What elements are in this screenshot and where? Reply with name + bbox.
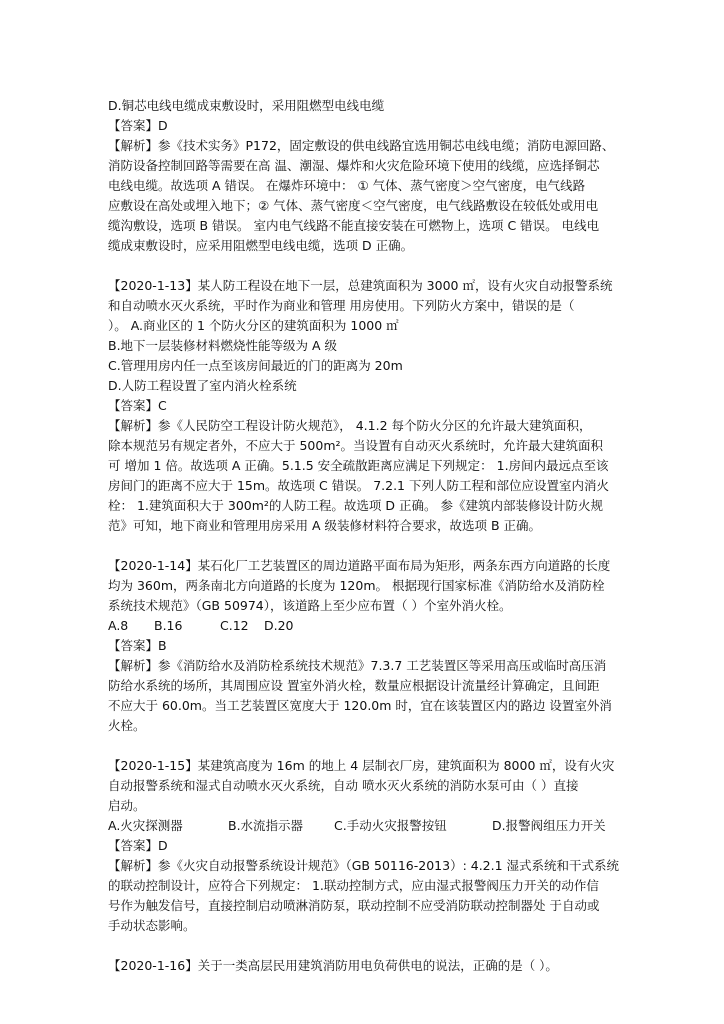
option: D.报警阀组压力开关 xyxy=(492,818,606,833)
option: A.火灾探测器 xyxy=(108,818,183,833)
analysis-line: 不应大于 60.0m。当工艺装置区宽度大于 120.0m 时，宜在该装置区内的路边 设置室外消 xyxy=(108,698,612,713)
analysis-line: 房间门的距离不应大于 15m。故选项 C 错误。 7.2.1 下列人防工程和部位应设置室内消火 xyxy=(108,478,609,493)
analysis-line: 除本规范另有规定者外，不应大于 500m²。当设置有自动灭火系统时，允许最大建筑面积 xyxy=(108,438,604,453)
analysis-line: 栓： 1.建筑面积大于 300m²的人防工程。故选项 D 正确。 参《建筑内部装修设计防火规 xyxy=(108,498,603,513)
option: D.20 xyxy=(264,618,294,633)
answer: 【答案】D xyxy=(108,118,168,133)
analysis-line: 可 增加 1 倍。故选项 A 正确。5.1.5 安全疏散距离应满足下列规定： 1.房间内最远点至该 xyxy=(108,458,609,473)
analysis-line: 手动状态影响。 xyxy=(108,918,196,933)
question-13-option-d: D.人防工程设置了室内消火栓系统 xyxy=(108,378,297,393)
analysis-line: 【解析】参《技术实务》P172，固定敷设的供电线路宜选用铜芯电线电缆；消防电源回路、 xyxy=(108,138,615,153)
option: C.12 xyxy=(220,618,249,633)
question-14-answer: 【答案】B xyxy=(108,638,167,653)
analysis-line: 【解析】参《人民防空工程设计防火规范》， 4.1.2 每个防火分区的允许最大建筑面积， xyxy=(108,418,592,433)
question-14-stem: 系统技术规范》（GB 50974），该道路上至少应布置（ ）个室外消火栓。 xyxy=(108,598,512,613)
question-13-answer: 【答案】C xyxy=(108,398,167,413)
analysis-line: 的联动控制设计，应符合下列规定： 1.联动控制方式，应由湿式报警阀压力开关的动作信 xyxy=(108,878,599,893)
question-15-stem: 启动。 xyxy=(108,798,146,813)
analysis-line: 消防设备控制回路等需要在高 温、潮湿、爆炸和火灾危险环境下使用的线缆，应选择铜芯 xyxy=(108,158,600,173)
option-d: D.铜芯电线电缆成束敷设时，采用阻燃型电线电缆 xyxy=(108,98,385,113)
spacer xyxy=(108,536,628,556)
analysis-line: 号作为触发信号，直接控制启动喷淋消防泵，联动控制不应受消防联动控制器处 于自动或 xyxy=(108,898,600,913)
option: C.手动火灾报警按钮 xyxy=(334,818,447,833)
spacer xyxy=(108,936,628,956)
question-14-stem: 【2020-1-14】某石化厂工艺装置区的周边道路平面布局为矩形，两条东西方向道路的长度 xyxy=(108,558,611,573)
question-15-stem: 【2020-1-15】某建筑高度为 16m 的地上 4 层制衣厂房，建筑面积为 8000 ㎡，设有火灾 xyxy=(108,758,615,773)
question-13-option-a: ）。 A.商业区的 1 个防火分区的建筑面积为 1000 ㎡ xyxy=(108,318,399,333)
question-13-option-c: C.管理用房内任一点至该房间最近的门的距离为 20m xyxy=(108,358,403,373)
analysis-line: 防给水系统的场所，其周围应设 置室外消火栓，数量应根据设计流量经计算确定，且间距 xyxy=(108,678,600,693)
spacer xyxy=(108,736,628,756)
analysis-line: 应敷设在高处或埋入地下；② 气体、蒸气密度＜空气密度，电气线路敷设在较低处或用电 xyxy=(108,198,599,213)
question-13-option-b: B.地下一层装修材料燃烧性能等级为 A 级 xyxy=(108,338,338,353)
analysis-line: 范》可知，地下商业和管理用房采用 A 级装修材料符合要求，故选项 B 正确。 xyxy=(108,518,542,533)
analysis-line: 缆沟敷设，选项 B 错误。 室内电气线路不能直接安装在可燃物上，选项 C 错误。 电线电 xyxy=(108,218,600,233)
analysis-line: 电线电缆。故选项 A 错误。 在爆炸环境中： ① 气体、蒸气密度＞空气密度，电气线路 xyxy=(108,178,586,193)
question-16-stem: 【2020-1-16】关于一类高层民用建筑消防用电负荷供电的说法，正确的是（ ）。 xyxy=(108,958,558,973)
analysis-line: 【解析】参《火灾自动报警系统设计规范》（GB 50116-2013）: 4.2.1 湿式系统和干式系统 xyxy=(108,858,620,873)
analysis-line: 缆成束敷设时，应采用阻燃型电线电缆，选项 D 正确。 xyxy=(108,238,414,253)
option: A.8 xyxy=(108,618,129,633)
question-14-stem: 均为 360m，两条南北方向道路的长度为 120m。 根据现行国家标准《消防给水及消防栓 xyxy=(108,578,605,593)
spacer xyxy=(108,256,628,276)
option: B.16 xyxy=(154,618,183,633)
question-13-stem: 和自动喷水灭火系统，平时作为商业和管理 用房使用。下列防火方案中，错误的是（ xyxy=(108,298,575,313)
question-15-options xyxy=(108,816,628,836)
analysis-line: 火栓。 xyxy=(108,718,146,733)
option: B.水流指示器 xyxy=(228,818,304,833)
question-13-stem: 【2020-1-13】某人防工程设在地下一层，总建筑面积为 3000 ㎡，设有火灾自动报警系统 xyxy=(108,278,613,293)
question-15-answer: 【答案】D xyxy=(108,838,168,853)
analysis-line: 【解析】参《消防给水及消防栓系统技术规范》7.3.7 工艺装置区等采用高压或临时高压消 xyxy=(108,658,607,673)
question-15-stem: 自动报警系统和湿式自动喷水灭火系统，自动 喷水灭火系统的消防水泵可由（ ）直接 xyxy=(108,778,579,793)
question-14-options xyxy=(108,616,628,636)
analysis xyxy=(108,136,628,256)
